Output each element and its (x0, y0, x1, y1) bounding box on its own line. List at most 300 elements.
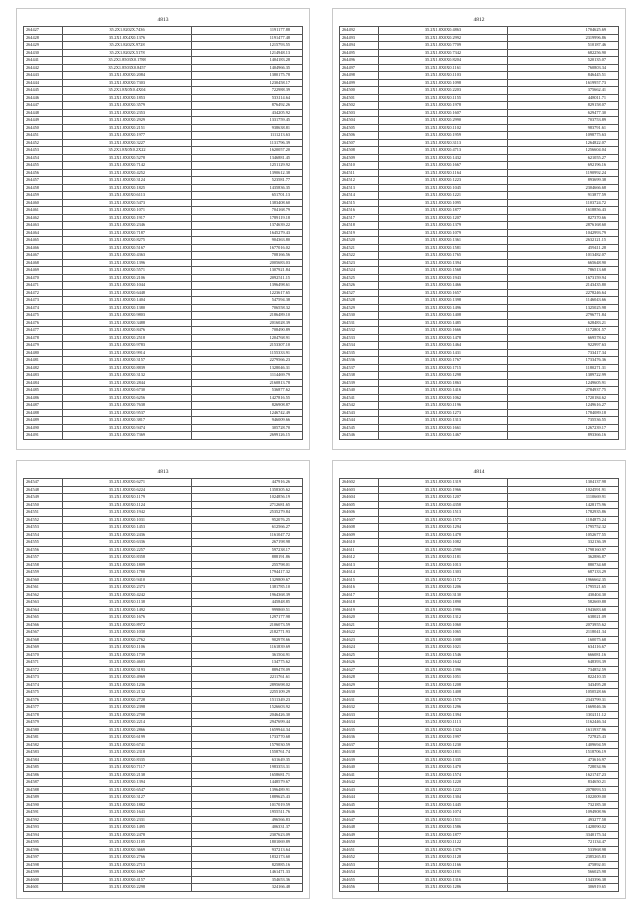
table-row (340, 312, 619, 320)
code-cell: 35.2X1.8X0X0.1164 (379, 169, 508, 177)
table-row (24, 214, 303, 222)
code-cell: 35.2X1.8X0X0.1574 (379, 771, 508, 779)
row-id-cell: 264453 (24, 147, 63, 155)
table-row (24, 531, 303, 539)
row-id-cell: 264558 (24, 561, 63, 569)
table-row (340, 719, 619, 727)
row-id-cell: 264500 (340, 87, 379, 95)
table-row (24, 674, 303, 682)
row-id-cell: 264600 (24, 876, 63, 884)
code-cell: 35.2X1.8X0X0.2398 (63, 704, 192, 712)
code-cell: 35.2X1.8X0X0.4X04 (63, 87, 192, 95)
code-cell: 35.2X1.8X0X0.1379 (379, 846, 508, 854)
table-row (340, 244, 619, 252)
code-cell: 35.2X1.8X0X0.1811 (379, 749, 508, 757)
row-id-cell: 264462 (24, 214, 63, 222)
code-cell: 35.2X1.8X0X0.1207 (379, 214, 508, 222)
table-row (340, 479, 619, 487)
row-id-cell: 264497 (340, 64, 379, 72)
value-cell: 1645279.43 (192, 229, 303, 237)
row-id-cell: 264601 (24, 884, 63, 892)
code-cell: 35.2X1.8X0X0.1877 (379, 831, 508, 839)
code-cell: 35.2X1.8X0X0.6224 (63, 486, 192, 494)
code-cell: 35.2X1.8X0X0.1179 (63, 494, 192, 502)
table-row (24, 319, 303, 327)
page-title: 4812 (473, 17, 485, 23)
code-cell: 35.2X1.8X0X0.1166 (379, 861, 508, 869)
table-row (340, 704, 619, 712)
row-id-cell: 264469 (24, 267, 63, 275)
table-row (340, 636, 619, 644)
row-id-cell: 264526 (340, 282, 379, 290)
table-row (24, 357, 303, 365)
table-row (24, 297, 303, 305)
table-row (340, 42, 619, 50)
value-cell: 434205.92 (192, 109, 303, 117)
code-cell: 35.2X1.8X0X0.1607 (379, 109, 508, 117)
row-id-cell: 264626 (340, 659, 379, 667)
table-row (24, 689, 303, 697)
table-row (340, 387, 619, 395)
value-cell: 510187.46 (508, 42, 619, 50)
value-cell: 1155333.91 (192, 349, 303, 357)
row-id-cell: 264532 (340, 327, 379, 335)
row-id-cell: 264531 (340, 319, 379, 327)
value-cell: 2632121.15 (508, 237, 619, 245)
value-cell: 160075.68 (508, 636, 619, 644)
value-cell: 447916.26 (192, 479, 303, 487)
table-row (340, 674, 619, 682)
row-id-cell: 264467 (24, 252, 63, 260)
value-cell: 827370.66 (508, 214, 619, 222)
table-row (24, 72, 303, 80)
row-id-cell: 264548 (24, 486, 63, 494)
value-cell: 727825.43 (508, 734, 619, 742)
code-cell: 35.2X1.8X0X0.1467 (379, 432, 508, 440)
code-cell: 35.2X1.8X0X0.3130 (379, 591, 508, 599)
code-cell: 35.2X1.8X0X0.4157 (63, 876, 192, 884)
value-cell: 876492.26 (192, 102, 303, 110)
table-row (24, 312, 303, 320)
row-id-cell: 264533 (340, 334, 379, 342)
table-row (24, 876, 303, 884)
table-row (24, 387, 303, 395)
table-row (340, 854, 619, 862)
code-cell: 35.2X1.8X0X0.1062 (379, 394, 508, 402)
value-cell: 634116.67 (508, 644, 619, 652)
value-cell: 1204768.91 (192, 334, 303, 342)
row-id-cell: 264605 (340, 501, 379, 509)
value-cell: 2186489.10 (192, 312, 303, 320)
code-cell: 35.2X1.8X0X0.7187 (63, 229, 192, 237)
code-cell: 35.2X1.8X0X0.2203 (379, 87, 508, 95)
code-cell: 35.2X1.8X0X0.1074 (379, 809, 508, 817)
row-id-cell: 264592 (24, 816, 63, 824)
code-cell: 35.2X1.8X0X0.1324 (379, 726, 508, 734)
table-row (340, 861, 619, 869)
value-cell: 1297177.98 (192, 614, 303, 622)
table-row (340, 884, 619, 892)
value-cell: 1022009.00 (508, 794, 619, 802)
row-id-cell: 264536 (340, 357, 379, 365)
row-id-cell: 264446 (24, 94, 63, 102)
code-cell: 35.2X1.8X0X0.2353 (63, 109, 192, 117)
code-cell: 35.2X1.8X0X0.6741 (63, 741, 192, 749)
code-cell: 35.2X1.8X0X0.2518 (63, 334, 192, 342)
code-cell: 35.2X1.8X0X0.1396 (379, 666, 508, 674)
table-row (24, 734, 303, 742)
row-id-cell: 264489 (24, 417, 63, 425)
table-row (340, 319, 619, 327)
table-row (340, 34, 619, 42)
value-cell: 706558.32 (192, 304, 303, 312)
row-id-cell: 264630 (340, 689, 379, 697)
code-cell: 35.2X1.8X0X0.5167 (63, 244, 192, 252)
code-cell: 35.2X1.8X0X0.1853 (63, 94, 192, 102)
row-id-cell: 264598 (24, 861, 63, 869)
value-cell: 889478.09 (192, 666, 303, 674)
table-row (24, 839, 303, 847)
row-id-cell: 264622 (340, 629, 379, 637)
table-row (24, 696, 303, 704)
code-cell: 35.2X1.8X0X0.8839 (63, 364, 192, 372)
row-id-cell: 264583 (24, 749, 63, 757)
code-cell: 35.2X1.8X0X0.4363 (63, 252, 192, 260)
code-cell: 35.2X1.8X0X0.1496 (379, 304, 508, 312)
code-cell: 35.2X1.8X0X0.6271 (63, 479, 192, 487)
code-cell: 35.2X1.8X0X0.3157 (63, 357, 192, 365)
row-id-cell: 264470 (24, 274, 63, 282)
table-row (340, 711, 619, 719)
table-row (24, 516, 303, 524)
code-cell: 35.2X1.8X0X0.1676 (63, 614, 192, 622)
code-cell: 35.2X1.8X0X0.8476 (63, 327, 192, 335)
value-cell: 1784089.18 (508, 409, 619, 417)
table-row (24, 177, 303, 185)
table-row (24, 659, 303, 667)
value-cell: 682256.90 (508, 49, 619, 57)
code-cell: 35.2X1.8X0X0.1877 (379, 207, 508, 215)
table-row (340, 756, 619, 764)
table-row (24, 124, 303, 132)
value-cell: 704168.79 (192, 207, 303, 215)
row-id-cell: 264471 (24, 282, 63, 290)
row-id-cell: 264474 (24, 304, 63, 312)
row-id-cell: 264540 (340, 387, 379, 395)
code-cell: 35.2X1.8X0X0.7369 (63, 432, 192, 440)
table-row (340, 72, 619, 80)
code-cell: 35.2X1.8X0X0.1051 (379, 674, 508, 682)
row-id-cell: 264655 (340, 876, 379, 884)
code-cell: 35.2X1.8X0X0.1207 (379, 494, 508, 502)
row-id-cell: 264616 (340, 584, 379, 592)
table-row (340, 846, 619, 854)
row-id-cell: 264612 (340, 554, 379, 562)
code-cell: 35.2X1.8X0X0.1643 (63, 809, 192, 817)
table-row (24, 169, 303, 177)
table-row (24, 666, 303, 674)
row-id-cell: 264527 (340, 289, 379, 297)
row-id-cell: 264465 (24, 237, 63, 245)
value-cell: 1256604.04 (508, 147, 619, 155)
table-row (24, 509, 303, 517)
code-cell: 35.2X1.8X0X0.9474 (63, 424, 192, 432)
table-row (24, 861, 303, 869)
row-id-cell: 264578 (24, 711, 63, 719)
code-cell: 35.2X1.8X0X0.3817 (63, 417, 192, 425)
table-row (24, 244, 303, 252)
code-cell: 35.2X1.8X0X0.3132 (63, 372, 192, 380)
row-id-cell: 264545 (340, 424, 379, 432)
table-row (24, 34, 303, 42)
value-cell: 703753.89 (508, 117, 619, 125)
table-row (24, 49, 303, 57)
code-cell: 35.2X1.8X0X0.2373 (63, 584, 192, 592)
row-id-cell: 264525 (340, 274, 379, 282)
table-row (340, 561, 619, 569)
code-cell: 35.2X1.8X0X0.1155 (379, 94, 508, 102)
row-id-cell: 264491 (24, 432, 63, 440)
row-id-cell: 264488 (24, 409, 63, 417)
row-id-cell: 264629 (340, 681, 379, 689)
code-cell: 35.2X1.8X0X0.1568 (379, 267, 508, 275)
code-cell: 35.2X1.8X0X0.1466 (379, 282, 508, 290)
row-id-cell: 264620 (340, 614, 379, 622)
value-cell: 1325025.98 (508, 304, 619, 312)
row-id-cell: 264652 (340, 854, 379, 862)
table-row (340, 124, 619, 132)
table-row (24, 704, 303, 712)
code-cell: 35.2X1.8X0X0.1398 (379, 297, 508, 305)
row-id-cell: 264534 (340, 342, 379, 350)
row-id-cell: 264522 (340, 252, 379, 260)
code-cell: 35.2X1.8X0X0.1780 (63, 569, 192, 577)
code-cell: 35.2X1.8X0X0.1313 (379, 417, 508, 425)
value-cell: 566025.98 (508, 869, 619, 877)
code-cell: 35.2X1.8X0X0.1105 (63, 839, 192, 847)
value-cell: 1024856.19 (192, 494, 303, 502)
code-cell: 35.2X1.8X0X0.9537 (63, 409, 192, 417)
value-cell: 533968.98 (508, 846, 619, 854)
table-row (24, 229, 303, 237)
data-table (339, 26, 619, 440)
row-id-cell: 264480 (24, 349, 63, 357)
value-cell: 735536.55 (508, 417, 619, 425)
table-row (24, 771, 303, 779)
value-cell: 2699126.15 (192, 432, 303, 440)
code-cell: 35.2X1.8X0X0.1511 (379, 816, 508, 824)
row-id-cell: 264509 (340, 154, 379, 162)
value-cell: 952076.25 (192, 516, 303, 524)
row-id-cell: 264651 (340, 846, 379, 854)
code-cell: 35.2X1.8X0X0.1106 (63, 644, 192, 652)
code-cell: 35.2X1.8X0X0.8972 (63, 621, 192, 629)
table-row (340, 614, 619, 622)
code-cell: 35.2X1.8X0X0.1431 (379, 349, 508, 357)
value-cell: 734852.59 (508, 666, 619, 674)
table-row (340, 417, 619, 425)
value-cell: 2211761.61 (192, 674, 303, 682)
code-cell: 35.2X1.8X0X0.9914 (63, 349, 192, 357)
value-cell: 1302111.12 (508, 711, 619, 719)
value-cell: 1659944.34 (192, 726, 303, 734)
value-cell: 1331759.45 (192, 117, 303, 125)
table-row (340, 726, 619, 734)
value-cell: 2073955.62 (508, 621, 619, 629)
code-cell: 35.2X1.8X0X0.1298 (379, 372, 508, 380)
value-cell: 1795752.32 (508, 524, 619, 532)
table-row (340, 349, 619, 357)
row-id-cell: 264538 (340, 372, 379, 380)
table-row (340, 816, 619, 824)
value-cell: 888191.86 (192, 554, 303, 562)
row-id-cell: 264524 (340, 267, 379, 275)
row-id-cell: 264429 (24, 42, 63, 50)
value-cell: 1619957.73 (508, 79, 619, 87)
value-cell: 1801069.89 (192, 839, 303, 847)
value-cell: 902978.66 (192, 636, 303, 644)
table-row (24, 809, 303, 817)
value-cell: 1943683.68 (508, 606, 619, 614)
value-cell: 459411.28 (508, 244, 619, 252)
value-cell: 1704625.69 (508, 27, 619, 35)
code-cell: 35.2X1.8X0X0.2X22 (63, 147, 192, 155)
table-row (24, 424, 303, 432)
row-id-cell: 264554 (24, 531, 63, 539)
row-id-cell: 264466 (24, 244, 63, 252)
row-id-cell: 264653 (340, 861, 379, 869)
value-cell: 1223617.65 (192, 289, 303, 297)
row-id-cell: 264634 (340, 719, 379, 727)
code-cell: 35.2X1.8X0X0.1657 (379, 289, 508, 297)
value-cell: 473616.97 (508, 756, 619, 764)
code-cell: 35.2X1.8X0X0.1060 (379, 621, 508, 629)
code-cell: 35.2X1.8X0X0.1045 (379, 184, 508, 192)
value-cell: 496566.83 (192, 816, 303, 824)
row-id-cell: 264484 (24, 379, 63, 387)
value-cell: 904363.80 (192, 237, 303, 245)
table-row (340, 57, 619, 65)
code-cell: 35.2X1.8X0X0.6547 (63, 786, 192, 794)
value-cell: 760803.34 (508, 64, 619, 72)
spreadsheet-page-4 (332, 460, 626, 899)
value-cell: 692196.16 (508, 162, 619, 170)
code-cell: 35.2X1.8X0X0.1917 (63, 214, 192, 222)
row-id-cell: 264476 (24, 319, 63, 327)
value-cell: 1110669.91 (508, 494, 619, 502)
row-id-cell: 264606 (340, 509, 379, 517)
table-row (24, 409, 303, 417)
table-row (340, 771, 619, 779)
value-cell: 1558761.74 (192, 749, 303, 757)
row-id-cell: 264572 (24, 666, 63, 674)
table-row (340, 79, 619, 87)
table-row (24, 486, 303, 494)
table-row (24, 252, 303, 260)
table-row (340, 49, 619, 57)
row-id-cell: 264498 (340, 72, 379, 80)
value-cell: 728034.96 (508, 764, 619, 772)
table-row (340, 591, 619, 599)
table-row (340, 584, 619, 592)
code-cell: 35.2X1.8X0X0.4969 (63, 674, 192, 682)
value-cell: 1518706.19 (508, 749, 619, 757)
table-row (24, 614, 303, 622)
value-cell: 1720184.62 (508, 394, 619, 402)
table-row (340, 102, 619, 110)
value-cell: 520135.07 (508, 57, 619, 65)
table-row (340, 267, 619, 275)
row-id-cell: 264514 (340, 192, 379, 200)
table-row (340, 486, 619, 494)
row-id-cell: 264571 (24, 659, 63, 667)
row-id-cell: 264479 (24, 342, 63, 350)
row-id-cell: 264443 (24, 72, 63, 80)
code-cell: 35.2X1.8X0X0.1223 (379, 177, 508, 185)
table-row (24, 57, 303, 65)
table-row (24, 327, 303, 335)
row-id-cell: 264563 (24, 599, 63, 607)
code-cell: 35.2X1.8X0X0.2346 (63, 222, 192, 230)
table-row (340, 696, 619, 704)
value-cell: 1404966.35 (192, 64, 303, 72)
row-id-cell: 264631 (340, 696, 379, 704)
code-cell: 35.2X1.8X0X0.2132 (63, 689, 192, 697)
table-row (24, 199, 303, 207)
code-cell: 35.2X1.8X0X0.2478 (63, 831, 192, 839)
value-cell: 2304666.68 (508, 184, 619, 192)
code-cell: 35.2X1.8X0X0.1065 (379, 629, 508, 637)
table-row (24, 741, 303, 749)
value-cell: 893699.38 (508, 177, 619, 185)
table-row (340, 666, 619, 674)
row-id-cell: 264579 (24, 719, 63, 727)
code-cell: 35.2X1.8X0X0.1122 (379, 839, 508, 847)
row-id-cell: 264544 (340, 417, 379, 425)
code-cell: 35.2X1.8X0X0.6448 (63, 289, 192, 297)
value-cell: 822410.35 (508, 674, 619, 682)
spreadsheet-page-3 (16, 460, 310, 899)
row-id-cell: 264472 (24, 289, 63, 297)
row-id-cell: 264477 (24, 327, 63, 335)
row-id-cell: 264610 (340, 539, 379, 547)
code-cell: 35.2X1.8X0X0.1380 (63, 304, 192, 312)
table-row (24, 764, 303, 772)
value-cell: 669578.62 (508, 334, 619, 342)
row-id-cell: 264581 (24, 734, 63, 742)
code-cell: 35.2X1.8X0X0.1294 (379, 524, 508, 532)
row-id-cell: 264551 (24, 509, 63, 517)
value-cell: 1889625.43 (192, 794, 303, 802)
code-cell: 35.2X1.8X0X0.1890 (379, 599, 508, 607)
table-row (24, 27, 303, 35)
value-cell: 1396498.61 (192, 282, 303, 290)
row-id-cell: 264478 (24, 334, 63, 342)
row-id-cell: 264546 (340, 432, 379, 440)
table-row (24, 64, 303, 72)
value-cell: 2143435.80 (508, 282, 619, 290)
code-cell: 35.2X1.8X0X0.3193 (63, 666, 192, 674)
code-cell: 35.2X1.8X0X0.1335 (379, 756, 508, 764)
table-row (340, 87, 619, 95)
code-cell: 35.2X1.8X0X0.8358 (63, 554, 192, 562)
value-cell: 324166.48 (192, 884, 303, 892)
value-cell: 354653.36 (192, 876, 303, 884)
row-id-cell: 264618 (340, 599, 379, 607)
value-cell: 1374639.22 (192, 222, 303, 230)
code-cell: 35.2X1.8X0X0.1079 (379, 229, 508, 237)
code-cell: 35.2X1.8X0X0.1586 (379, 824, 508, 832)
